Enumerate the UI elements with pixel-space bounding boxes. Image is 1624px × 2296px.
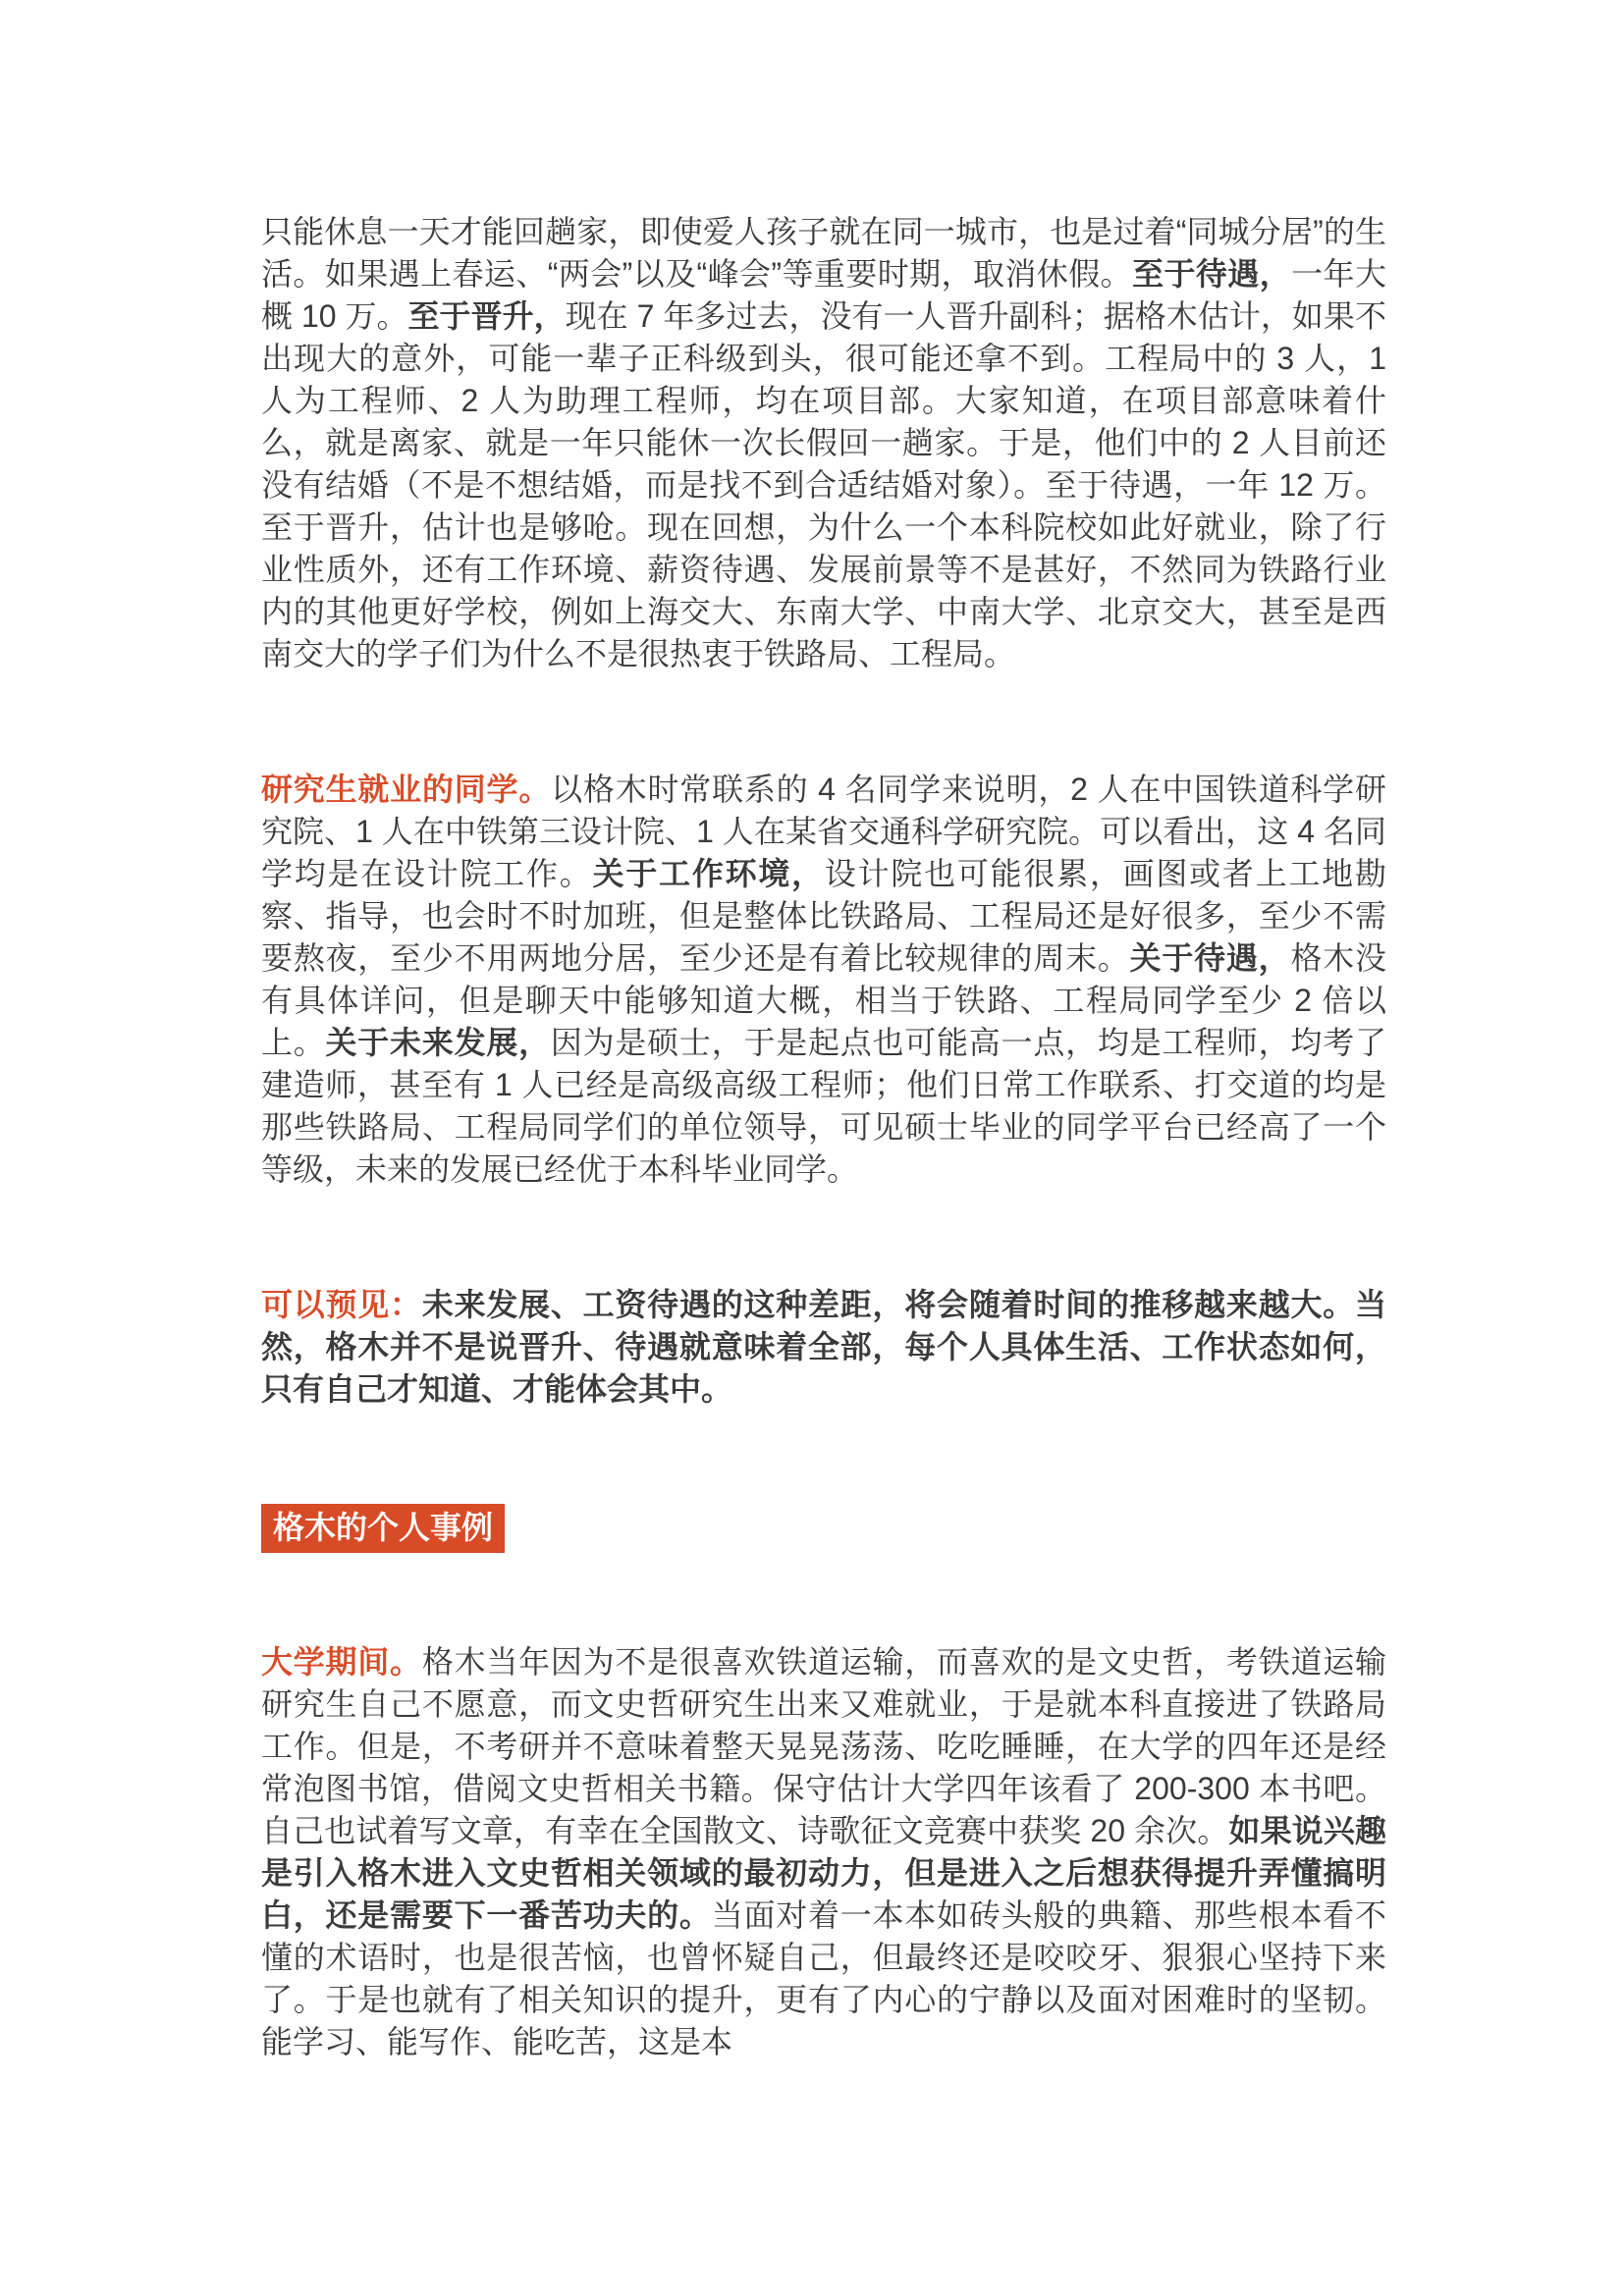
section-heading-badge: 格木的个人事例	[261, 1504, 505, 1553]
section-heading-row	[261, 1504, 1386, 1553]
emphasis-bold-text: 关于未来发展，	[325, 1025, 551, 1060]
lead-in-accent-text: 大学期间。	[261, 1644, 422, 1680]
emphasis-bold-text: 未来发展、工资待遇的这种差距，将会随着时间的推移越来越大。当然，格木并不是说晋升、待遇就意味着全部，每个人具体生活、工作状态如何，只有自己才知道、才能体会其中。	[261, 1287, 1386, 1407]
body-text: 设计院也可能很累，画图或者上工地勘察、指导，也会时不时加班，但是整体比铁路局、工程局还是好很多，至少不需要熬夜，至少不用两地分居，至少还是有着比较规律的周末。	[261, 856, 1386, 976]
body-text: 现在 7 年多过去，没有一人晋升副科；据格木估计，如果不出现大的意外，可能一辈子正科级到头，很可能还拿不到。工程局中的 3 人，1 人为工程师、2 人为助理工程师，均在项目部。大家知道，在项目部意味着什么，就是离家、就是一年只能休一次长假回一趟家。于是，他们中的 2 人目前还没有结婚（不是不想结婚，而是找不到合适结婚对象）。至于待遇，一年 12 万。至于晋升，估计也是够呛。现在回想，为什么一个本科院校如此好就业，除了行业性质外，还有工作环境、薪资待遇、发展前景等不是甚好，不然同为铁路行业内的其他更好学校，例如上海交大、东南大学、中南大学、北京交大，甚至是西南交大的学子们为什么不是很热衷于铁路局、工程局。	[261, 298, 1386, 671]
paragraph	[261, 1641, 1386, 2063]
body-text: 只能休息一天才能回趟家，即使爱人孩子就在同一城市，也是过着“同城分居”的生活。如果遇上春运、“两会”以及“峰会”等重要时期，取消休假。	[261, 214, 1386, 292]
emphasis-bold-text: 关于工作环境，	[592, 856, 825, 891]
paragraph	[261, 1284, 1386, 1411]
body-text: 一年大概 10 万。	[261, 256, 1386, 334]
body-text: 格木没有具体详问，但是聊天中能够知道大概，相当于铁路、工程局同学至少 2 倍以上。	[261, 940, 1386, 1060]
paragraph	[261, 211, 1386, 675]
paragraph	[261, 769, 1386, 1191]
body-text: 因为是硕士，于是起点也可能高一点，均是工程师，均考了建造师，甚至有 1 人已经是高级高级工程师；他们日常工作联系、打交道的均是那些铁路局、工程局同学们的单位领导，可见硕士毕业的同学平台已经高了一个等级，未来的发展已经优于本科毕业同学。	[261, 1025, 1386, 1187]
emphasis-bold-text: 至于待遇，	[1132, 256, 1292, 292]
article-body	[261, 211, 1386, 2063]
lead-in-accent-text: 研究生就业的同学。	[261, 772, 552, 807]
body-text: 当面对着一本本如砖头般的典籍、那些根本看不懂的术语时，也是很苦恼，也曾怀疑自己，但最终还是咬咬牙、狠狠心坚持下来了。于是也就有了相关知识的提升，更有了内心的宁静以及面对困难时的坚韧。能学习、能写作、能吃苦，这是本	[261, 1897, 1386, 2059]
emphasis-bold-text: 至于晋升，	[407, 298, 566, 334]
emphasis-bold-text: 关于待遇，	[1129, 940, 1291, 976]
body-text: 以格木时常联系的 4 名同学来说明，2 人在中国铁道科学研究院、1 人在中铁第三设计院、1 人在某省交通科学研究院。可以看出，这 4 名同学均是在设计院工作。	[261, 772, 1386, 891]
body-text: 格木当年因为不是很喜欢铁道运输，而喜欢的是文史哲，考铁道运输研究生自己不愿意，而文史哲研究生出来又难就业，于是就本科直接进了铁路局工作。但是，不考研并不意味着整天晃晃荡荡、吃吃睡睡，在大学的四年还是经常泡图书馆，借阅文史哲相关书籍。保守估计大学四年该看了 200-300 本书吧。自己也试着写文章，有幸在全国散文、诗歌征文竞赛中获奖 20 余次。	[261, 1644, 1386, 1848]
emphasis-bold-text: 如果说兴趣是引入格木进入文史哲相关领域的最初动力，但是进入之后想获得提升弄懂搞明白，还是需要下一番苦功夫的。	[261, 1813, 1386, 1933]
lead-in-accent-text: 可以预见：	[261, 1287, 422, 1322]
